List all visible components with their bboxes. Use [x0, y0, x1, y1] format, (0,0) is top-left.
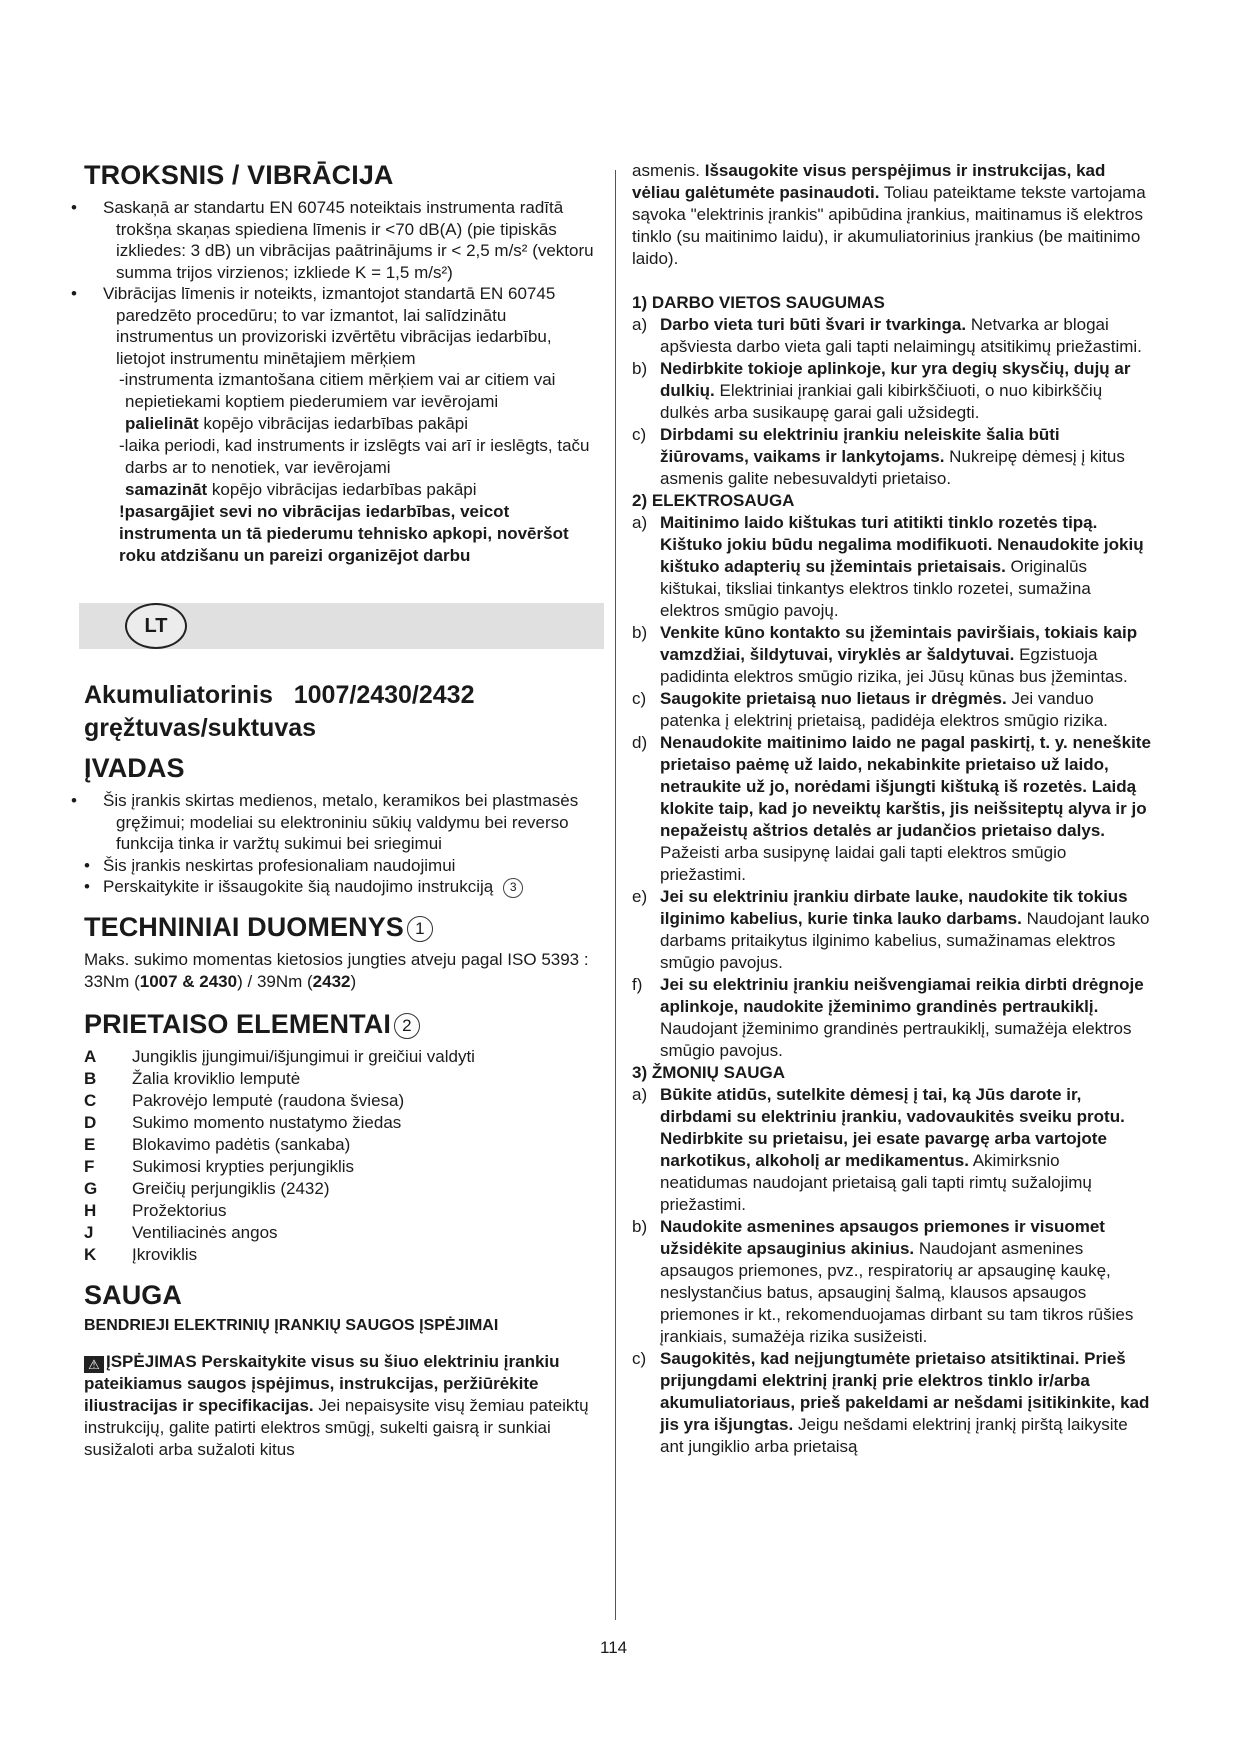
rule-text-emph: Saugokitės, kad neįjungtumėte prietaiso atsitiktinai. Prieš prijungdami elektrinį įrankį prie elektros tinklo ir/arba akumuliatoriaus, prieš pakeldami ar nešdami įsitikinkite, kad jis yra išjungtas. [660, 1349, 1150, 1434]
intro-heading: ĮVADAS [84, 753, 185, 783]
element-letter: K [84, 1244, 97, 1264]
warning-paragraph [84, 1351, 599, 1461]
rule-text-emph: Naudokite asmenines apsaugos priemones ir visuomet užsidėkite apsauginius akinius. [660, 1217, 1105, 1258]
warning-icon: ⚠ [84, 1356, 104, 1373]
rule-text-emph: Nenaudokite maitinimo laido ne pagal paskirtį, t. y. neneškite prietaiso paėmę už laido, nekabinkite prietaiso už laido, netraukite už jo, norėdami išjungti kištuką iš rozetės. Laidą klokite taip, kad jo neveiktų karštis, jis neišsiteptų alyva ir jo nepažeistų aštrios detalės ar judančios prietaiso dalys. [660, 733, 1151, 840]
tech-text: ) / 39Nm ( [237, 971, 313, 991]
rule-text-emph: Dirbdami su elektriniu įrankiu neleiskite šalia būti žiūrovams, vaikams ir lankytojams. [660, 425, 1060, 466]
element-row [84, 1156, 475, 1178]
element-label: Pakrovėjo lemputė (raudona šviesa) [132, 1090, 405, 1110]
rule-text-emph: Jei su elektriniu įrankiu neišvengiamai reikia dirbti drėgnoje aplinkoje, naudokite įžeminimo grandinės pertraukiklį. [660, 975, 1144, 1016]
noise-subitems [84, 369, 599, 567]
continuation-paragraph [632, 160, 1152, 270]
figure-ref-badge: 3 [503, 878, 523, 898]
rule-item [632, 886, 1152, 974]
rule-item [632, 732, 1152, 886]
rule-text-emph: Venkite kūno kontakto su įžemintais paviršiais, tokiais kaip vamzdžiai, šildytuvai, viryklės ar šaldytuvai. [660, 623, 1138, 664]
rule-item [632, 314, 1152, 358]
tech-heading-text: TECHNINIAI DUOMENYS [84, 911, 404, 942]
rule-text-emph: Jei su elektriniu įrankiu dirbate lauke, naudokite tik tokius ilginimo kabelius, kurie tinka lauko darbams. [660, 887, 1128, 928]
tech-heading [84, 912, 599, 943]
rule-item [632, 1348, 1152, 1458]
language-badge: LT [125, 603, 187, 649]
product-title [84, 679, 599, 745]
noise-heading: TROKSNIS / VIBRĀCIJA [84, 160, 394, 190]
noise-subitem [119, 369, 599, 435]
safety-heading: SAUGA [84, 1279, 183, 1310]
noise-bullet: • Saskaņā ar standartu EN 60745 noteiktais instrumenta radītā trokšņa skaņas spiediena līmenis ir <70 dB(A) (pie tipiskās izkliedes: 3 dB) un vibrācijas paātrinājums ir < 2,5 m/s² (vektoru summa trijos virzienos; izkliede K = 1,5 m/s²) [84, 197, 599, 283]
rule-text: Naudojant lauko darbams pritaikytus ilginimo kabelius, sumažinamas elektros smūgio pavojus. [660, 909, 1150, 972]
element-label: Jungiklis įjungimui/išjungimui ir greičiui valdyti [132, 1046, 475, 1066]
rule-text: Nukreipę dėmesį į kitus asmenis galite nebesuvaldyti prietaiso. [660, 447, 1125, 488]
rule-text: Akimirksnio neatidumas naudojant prietaisą gali tapti rimtų sužalojimų priežastimi. [660, 1151, 1092, 1214]
element-letter: H [84, 1200, 97, 1220]
column-divider [615, 170, 616, 1620]
element-letter: C [84, 1090, 97, 1110]
elements-heading [84, 1009, 599, 1040]
rule-label: d) [632, 733, 648, 752]
element-letter: F [84, 1156, 95, 1176]
rule-text: Jeigu nešdami elektrinį įrankį pirštą laikysite ant jungiklio arba prietaisą [660, 1415, 1128, 1456]
element-label: Sukimosi krypties perjungiklis [132, 1156, 355, 1176]
elements-table [84, 1046, 475, 1266]
left-column [84, 160, 599, 1461]
intro-list [84, 790, 599, 898]
rule-text-emph: Saugokite prietaisą nuo lietaus ir drėgmės. [660, 689, 1007, 708]
rule-label: b) [632, 359, 648, 378]
tech-text: ) [350, 971, 357, 991]
element-row [84, 1068, 475, 1090]
element-label: Blokavimo padėtis (sankaba) [132, 1134, 351, 1154]
rule-text: Netvarka ar blogai apšviesta darbo vieta gali tapti nelaimingų atsitikimų priežastimi. [660, 315, 1142, 356]
intro-bullet-text: Perskaitykite ir išsaugokite šią naudojimo instrukciją [103, 877, 494, 896]
element-label: Prožektorius [132, 1200, 227, 1220]
section-heading: 2) ELEKTROSAUGA [632, 491, 795, 510]
element-label: Žalia kroviklio lemputė [132, 1068, 301, 1088]
right-column [632, 160, 1152, 1458]
element-letter: J [84, 1222, 94, 1242]
rule-text: Naudojant įžeminimo grandinės pertraukiklį, sumažėja elektros smūgio pavojus. [660, 1019, 1132, 1060]
element-label: Įkroviklis [132, 1244, 198, 1264]
element-label: Ventiliacinės angos [132, 1222, 278, 1242]
rule-item [632, 622, 1152, 688]
rule-item [632, 974, 1152, 1062]
tech-text-emph: 2432 [312, 971, 351, 991]
noise-subitem-text: -laika periodi, kad instruments ir izslēgts vai arī ir ieslēgts, taču darbs ar to nenotiek, var ievērojami [119, 436, 590, 477]
rule-item [632, 1084, 1152, 1216]
safety-subheading: BENDRIEJI ELEKTRINIŲ ĮRANKIŲ SAUGOS ĮSPĖJIMAI [84, 1316, 499, 1334]
element-letter: B [84, 1068, 97, 1088]
page-number: 114 [600, 1638, 628, 1657]
rule-item [632, 512, 1152, 622]
rule-item [632, 688, 1152, 732]
rule-label: c) [632, 425, 647, 444]
noise-subitem [119, 435, 599, 501]
rule-label: f) [632, 975, 643, 994]
rule-label: e) [632, 887, 648, 906]
product-title-line: gręžtuvas/suktuvas [84, 714, 317, 742]
product-title-line: Akumuliatorinis 1007/2430/2432 [84, 681, 475, 709]
section-heading: 1) DARBO VIETOS SAUGUMAS [632, 293, 885, 312]
element-label: Greičių perjungiklis (2432) [132, 1178, 330, 1198]
element-letter: E [84, 1134, 96, 1154]
section-heading: 3) ŽMONIŲ SAUGA [632, 1063, 785, 1082]
element-row [84, 1134, 475, 1156]
rule-label: b) [632, 1217, 648, 1236]
element-label: Sukimo momento nustatymo žiedas [132, 1112, 402, 1132]
language-band [79, 603, 604, 649]
noise-list [84, 197, 599, 369]
element-letter: A [84, 1046, 97, 1066]
noise-warning: !pasargājiet sevi no vibrācijas iedarbības, veicot instrumenta un tā piederumu tehnisko apkopi, novēršot roku atdzišanu un pareizi organizējot darbu [119, 502, 569, 565]
rule-label: b) [632, 623, 648, 642]
noise-bullet: • Vibrācijas līmenis ir noteikts, izmantojot standartā EN 60745 paredzēto procedūru; to var izmantot, lai salīdzinātu instrumentus un provizoriski izvērtētu vibrācijas iedarbību, lietojot instrumentu minētajiem mērķiem [84, 283, 599, 369]
para-text: asmenis. [632, 161, 705, 180]
rule-text: Elektriniai įrankiai gali kibirkščiuoti, o nuo kibirkščių dulkės arba susikaupę garai gali užsidegti. [660, 381, 1103, 422]
noise-subitem-text: -instrumenta izmantošana citiem mērķiem vai ar citiem vai nepietiekami koptiem piederumiem var ievērojami [119, 370, 556, 411]
tech-text: Maks. sukimo momentas kietosios jungties atveju pagal ISO 5393 : 33Nm ( [84, 949, 589, 991]
rule-text: Egzistuoja padidinta elektros smūgio rizika, jei Jūsų kūnas bus įžemintas. [660, 645, 1128, 686]
elements-table-body [84, 1046, 475, 1266]
para-text: Toliau pateiktame tekste vartojama sąvoka "elektrinis įrankis" apibūdina įrankius, maitinamus iš elektros tinklo (su maitinimo laidu), ir akumuliatorinius įrankius (be maitinimo laido). [632, 183, 1146, 268]
rule-label: a) [632, 1085, 648, 1104]
rule-text-emph: Darbo vieta turi būti švari ir tvarkinga. [660, 315, 967, 334]
figure-ref-badge: 2 [394, 1013, 420, 1039]
rule-text: Pažeisti arba susipynę laidai gali tapti elektros smūgio priežastimi. [660, 843, 1067, 884]
rule-label: a) [632, 315, 648, 334]
noise-subitem-text: kopējo vibrācijas iedarbības pakāpi [207, 480, 477, 499]
rule-item [632, 1216, 1152, 1348]
element-letter: G [84, 1178, 98, 1198]
element-letter: D [84, 1112, 97, 1132]
intro-bullet: • Šis įrankis neskirtas profesionaliam naudojimui [84, 855, 599, 877]
warning-text: Jei nepaisysite visų žemiau pateiktų instrukcijų, galite patirti elektros smūgį, sukelti gaisrą ir sunkiai susižaloti arba sužaloti kitus [84, 1395, 589, 1459]
rule-label: c) [632, 1349, 647, 1368]
rule-item [632, 424, 1152, 490]
noise-subitem-text: kopējo vibrācijas iedarbības pakāpi [198, 414, 469, 433]
element-row [84, 1046, 475, 1068]
rule-label: a) [632, 513, 648, 532]
rule-text: Originalūs kištukai, tiksliai tinkantys elektros tinklo rozetei, sumažina elektros smūgio pavojų. [660, 557, 1091, 620]
elements-heading-text: PRIETAISO ELEMENTAI [84, 1008, 391, 1039]
intro-bullet: • Šis įrankis skirtas medienos, metalo, keramikos bei plastmasės gręžimui; modeliai su elektroniniu sūkių valdymu bei reverso funkcija tinka ir varžtų sukimui bei sriegimui [84, 790, 599, 855]
element-row [84, 1200, 475, 1222]
element-row [84, 1112, 475, 1134]
noise-subitem-emph: palielināt [125, 414, 199, 433]
rule-text-emph: Maitinimo laido kištukas turi atitikti tinklo rozetės tipą. Kištuko jokiu būdu negalima modifikuoti. Nenaudokite jokių kištuko adapterių su įžemintais prietaisais. [660, 513, 1144, 576]
noise-subitem-emph: samazināt [125, 480, 208, 499]
intro-bullet [84, 876, 599, 898]
element-row [84, 1222, 475, 1244]
warning-text-emph: ĮSPĖJIMAS Perskaitykite visus su šiuo elektriniu įrankiu pateikiamus saugos įspėjimus, instrukcijas, peržiūrėkite iliustracijas ir specifikacijas. [84, 1351, 560, 1415]
figure-ref-badge: 1 [407, 916, 433, 942]
tech-text-emph: 1007 & 2430 [139, 971, 238, 991]
tech-paragraph [84, 949, 599, 993]
element-row [84, 1244, 475, 1266]
rule-label: c) [632, 689, 647, 708]
rule-text: Naudojant asmenines apsaugos priemones, pvz., respiratorių ar apsauginę kaukę, neslystančius batus, apsauginį šalmą, klausos apsaugos priemones ir kt., rekomenduojamas dirbant su tam tikros rūšies įrankiais, sumažėja rizika susižeisti. [660, 1239, 1134, 1346]
element-row [84, 1178, 475, 1200]
element-row [84, 1090, 475, 1112]
para-text-emph: Išsaugokite visus perspėjimus ir instrukcijas, kad vėliau galėtumėte pasinaudoti. [632, 161, 1106, 202]
rule-text: Jei vanduo patenka į elektrinį prietaisą, padidėja elektros smūgio rizika. [660, 689, 1108, 730]
rule-text-emph: Būkite atidūs, sutelkite dėmesį į tai, ką Jūs darote ir, dirbdami su elektriniu įrankiu, vadovaukitės sveiku protu. Nedirbkite su prietaisu, jei esate pavargę arba vartojote narkotikus, alkoholį ar medikamentus. [660, 1085, 1125, 1170]
rule-text-emph: Nedirbkite tokioje aplinkoje, kur yra degių skysčių, dujų ar dulkių. [660, 359, 1131, 400]
rule-item [632, 358, 1152, 424]
